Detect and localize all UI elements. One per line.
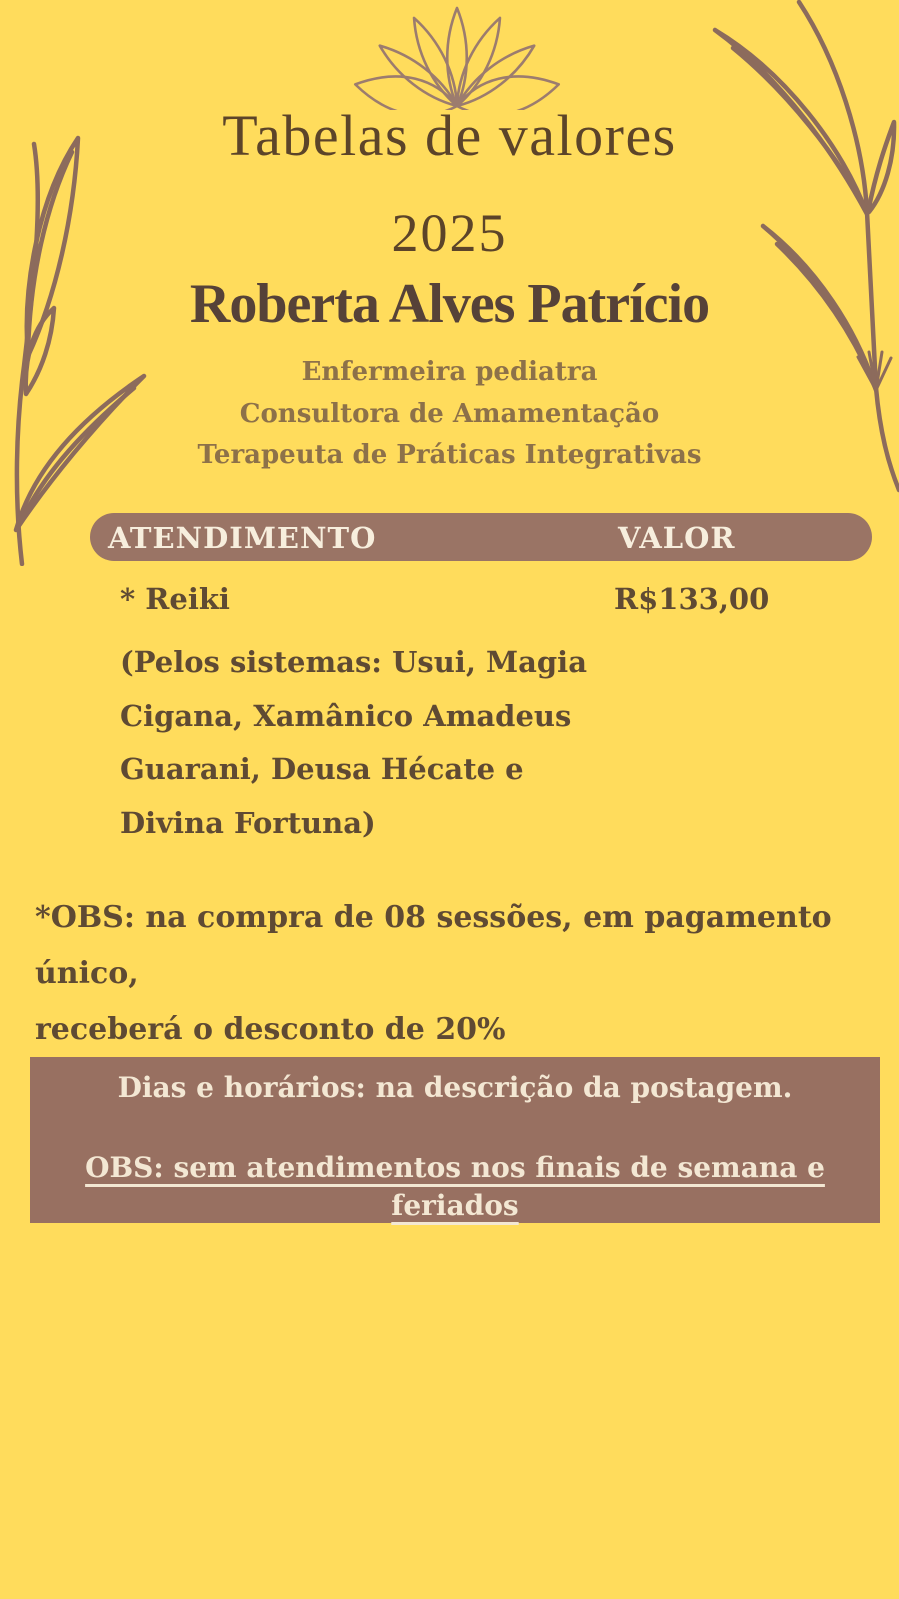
practitioner-name: Roberta Alves Patrício [189,273,710,335]
service-details [120,636,587,850]
subtitle-line: Enfermeira pediatra [301,357,598,387]
subtitle-line: Consultora de Amamentação [239,398,660,429]
service-detail-line: (Pelos sistemas: Usui, Magia [120,645,587,679]
discount-note-line: receberá o desconto de 20% [35,1012,506,1047]
service-name: * Reiki [120,582,230,616]
info-box [30,1057,880,1223]
practitioner-subtitles [0,352,899,477]
poster-title: Tabelas de valores [222,103,677,168]
discount-note [35,890,875,1058]
column-header-valor: VALOR [618,521,736,555]
service-detail-line: Cigana, Xamânico Amadeus [120,698,572,733]
weekend-obs [30,1149,880,1225]
discount-note-line: *OBS: na compra de 08 sessões, em pagamento único, [35,900,832,991]
lotus-icon [347,0,567,110]
weekend-obs-line: OBS: sem atendimentos nos finais de semana e [85,1151,825,1184]
poster-year: 2025 [391,203,508,263]
left-branch-icon [0,126,164,566]
service-detail-line: Divina Fortuna) [120,805,376,840]
column-header-atendimento: ATENDIMENTO [108,521,377,555]
subtitle-line: Terapeuta de Práticas Integrativas [197,440,702,470]
service-detail-line: Guarani, Deusa Hécate e [120,752,524,786]
price-table-header [90,513,872,561]
service-price: R$133,00 [614,582,770,616]
weekend-obs-line: feriados [391,1189,519,1222]
schedule-line: Dias e horários: na descrição da postagem. [117,1071,793,1104]
